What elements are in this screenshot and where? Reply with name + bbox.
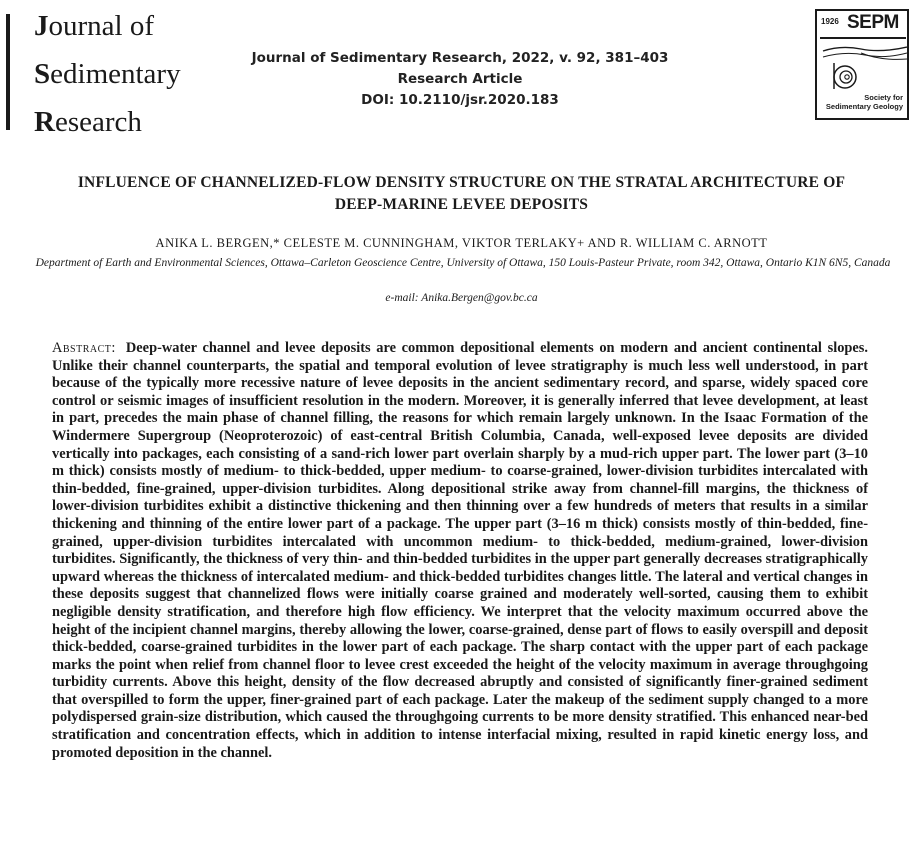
article-title-line: DEEP-MARINE LEVEE DEPOSITS [334, 196, 589, 213]
logo-year: 1926 [821, 17, 839, 26]
sepm-logo [815, 9, 909, 120]
journal-title-line: Journal of [34, 10, 154, 42]
author-list: ANIKA L. BERGEN,* CELESTE M. CUNNINGHAM, VIKTOR TERLAKY+ AND R. WILLIAM C. ARNOTT [155, 236, 768, 250]
contact-email[interactable]: e-mail: Anika.Bergen@gov.bc.ca [385, 292, 538, 304]
article-type: Research Article [397, 71, 523, 87]
article-title-line: INFLUENCE OF CHANNELIZED-FLOW DENSITY STRUCTURE ON THE STRATAL ARCHITECTURE OF [77, 174, 846, 191]
doi-link[interactable]: DOI: 10.2110/jsr.2020.183 [361, 92, 559, 108]
ammonite-icon [821, 43, 907, 93]
logo-rule [820, 37, 906, 39]
abstract-label: Abstract: [52, 340, 116, 356]
logo-acronym: SEPM [847, 12, 899, 33]
abstract-text: Deep-water channel and levee deposits are common depositional elements on modern and ancient continental slopes. Unlike their channel counterparts, the spatial and temporal evolution of levee stratigraphy is much less well understood, in part because of the typically more recessive nature of levee deposits in the ancient sedimentary record, and sparse, widely spaced core control or seismic images of insufficient resolution in the modern. Moreover, it is generally inferred that levee development, at least in part, precedes the main phase of channel filling, the reasons for which remain largely unknown. In the Isaac Formation of the Windermere Supergroup (Neoproterozoic) of east-central British Columbia, Canada, well-exposed levee deposits are divided vertically into packages, each consisting of a sand-rich lower part overlain sharply by a mud-rich upper part. The lower part (3–10 m thick) consists mostly of medium- to thick-bedded, upper medium- to coarse-grained, lower-division turbidites intercalated with thin-bedded, fine-grained, upper-division turbidites. Along depositional strike away from channel-fill margins, the thickness of lower-division turbidites exhibit a distinctive thickening and then thinning over a few hundreds of meters that results in a similar thickening and thinning of the entire lower part of a package. The upper part (3–16 m thick) consists mostly of thin-bedded, fine-grained, upper-division turbidites intercalated with uncommon medium- to thick-bedded, medium-grained, lower-division turbidites. Significantly, the thickness of very thin- and thin-bedded turbidites in the upper part generally decreases stratigraphically upward whereas the thickness of intercalated medium- and thick-bedded turbidites changes little. The lateral and vertical changes in these deposits suggest that channelized flows were initially coarse grained and moderately well-sorted, causing them to exhibit negligible density stratification, and therefore high flow efficiency. We interpret that the velocity maximum occurred above the height of the incipient channel margins, thereby allowing the lower, coarse-grained, dense part of flows to easily overspill and deposit thick-bedded, coarse-grained turbidites in the lower part of each package. The sharp contact with the upper part of each package marks the point when relief from channel floor to levee crest exceeded the height of the velocity maximum in average throughgoing turbidity currents. Above this height, density of the flow decreased abruptly and consisted of significantly finer-grained sediment that overspilled to form the upper, finer-grained part of each package. Later the makeup of the sediment supply changed to a more polydispersed grain-size distribution, which caused the throughgoing currents to be more density stratified. This enhanced near-bed stratification and concentration effects, which in addition to intense interfacial mixing, resulted in rapid kinetic energy loss, and promoted deposition in the channel. [52, 340, 868, 761]
journal-title-line: Research [34, 106, 142, 138]
abstract [52, 340, 868, 762]
masthead-rule [6, 14, 10, 130]
affiliation: Department of Earth and Environmental Sciences, Ottawa–Carleton Geoscience Centre, University of Ottawa, 150 Louis-Pasteur Private, room 342, Ottawa, Ontario K1N 6N5, Canada [35, 257, 891, 269]
citation-block [230, 48, 690, 111]
logo-society: Society for Sedimentary Geology [825, 93, 903, 111]
journal-title [34, 2, 181, 146]
citation-line: Journal of Sedimentary Research, 2022, v. 92, 381–403 [251, 50, 669, 66]
article-title [0, 172, 923, 216]
journal-title-line: Sedimentary [34, 58, 181, 90]
